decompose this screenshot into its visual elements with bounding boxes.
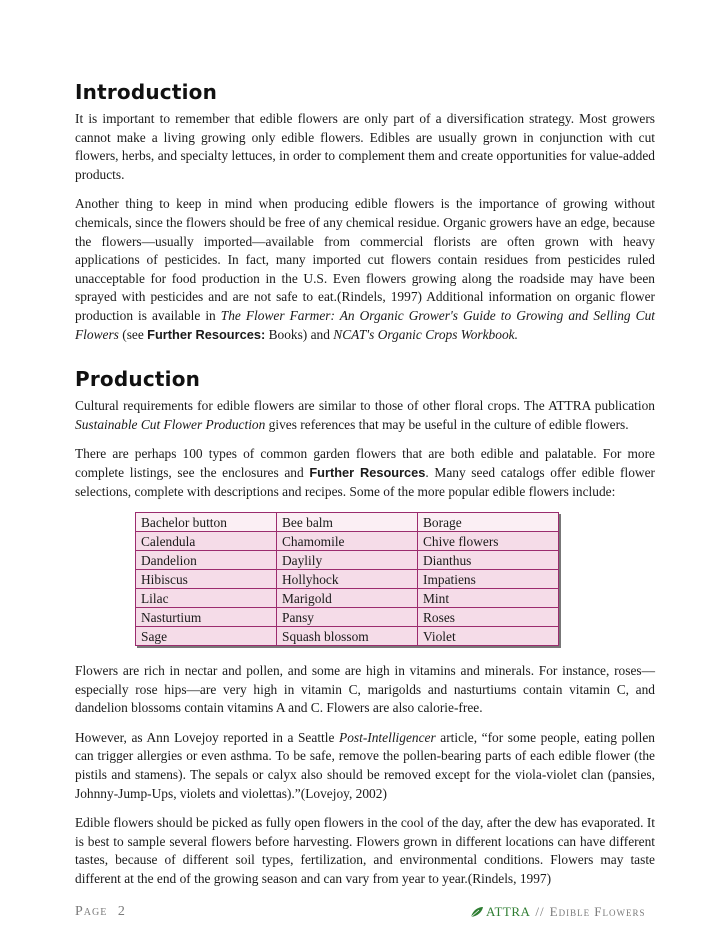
table-row [136, 570, 559, 589]
document-page [75, 80, 655, 900]
intro-p2-text-b: (see [118, 326, 148, 342]
table-row [136, 627, 559, 646]
table-row [136, 589, 559, 608]
prod-p2-text-b: . Many seed catalogs offer edible flower selections, complete with descriptions and recipes. Some of the more popular edible flowers include: [75, 464, 656, 499]
table-row [136, 608, 559, 627]
table-cell: Violet [418, 627, 559, 646]
table-row [136, 513, 559, 532]
publication-title: Sustainable Cut Flower Production [75, 416, 266, 432]
prod-p4-text-b: article, “for some people, eating pollen can trigger allergies or even asthma. To be safe, remove the pollen-bearing parts of each edible flower (the pistils and stamens). The sepals or calyx also should be removed except for the viola-violet clan (pansies, Johnny-Jump-Ups, violets and violettas).”(Lovejoy, 2002) [75, 729, 656, 801]
brand-footer [470, 904, 646, 920]
table-cell: Dandelion [136, 551, 277, 570]
table-cell: Borage [418, 513, 559, 532]
table-cell: Hollyhock [277, 570, 418, 589]
table-cell: Squash blossom [277, 627, 418, 646]
intro-p2-text-c: Books) and [265, 326, 334, 342]
table-cell: Chamomile [277, 532, 418, 551]
production-paragraph-4 [75, 729, 655, 803]
prod-p4-text-a: However, as Ann Lovejoy reported in a Seattle [75, 729, 340, 745]
leaf-icon [470, 906, 484, 918]
table-cell: Bachelor button [136, 513, 277, 532]
intro-paragraph-2 [75, 195, 655, 344]
attra-logo: ATTRA [486, 904, 531, 919]
table-cell: Sage [136, 627, 277, 646]
intro-paragraph-1: It is important to remember that edible flowers are only part of a diversification strategy. Most growers cannot make a living growing only edible flowers. Edibles are usually grown in conjunction with cut flowers, herbs, and specialty lettuces, in order to complement them and create opportunities for value-added products. [75, 111, 655, 182]
page-number-footer [75, 904, 126, 920]
production-paragraph-3: Flowers are rich in nectar and pollen, and some are high in vitamins and minerals. For instance, roses—especially rose hips—are very high in vitamin C, marigolds and nasturtiums contain vitamin C, and dandelion blossoms contain vitamins A and C. Flowers are also calorie-free. [75, 663, 655, 716]
newspaper-title: Post-Intelligencer [339, 729, 436, 745]
table-cell: Mint [418, 589, 559, 608]
production-paragraph-5: Edible flowers should be picked as fully open flowers in the cool of the day, after the dew has evaporated. It is best to sample several flowers before harvesting. Flowers grown in different locations can have different tastes, because of different soil types, fertilization, and environmental conditions. Flowers may taste different at the end of the growing season and can vary from year to year.(Rindels, 1997) [75, 815, 655, 887]
table-cell: Impatiens [418, 570, 559, 589]
production-paragraph-1 [75, 397, 655, 434]
further-resources-ref: Further Resources: [147, 326, 266, 342]
edible-flowers-table [135, 512, 559, 646]
table-cell: Bee balm [277, 513, 418, 532]
intro-p2-text-a: Another thing to keep in mind when producing edible flowers is the importance of growing without chemicals, since the flowers should be free of any chemical residue. Organic growers have an edge, because the flowers—usually imported—available from commercial florists are often grown with heavy applications of pesticides. In fact, many imported cut flowers contain residues from pesticides ruled unacceptable for food production in the U.S. Even flowers growing along the roadside may have been sprayed with pesticides and are not safe to eat.(Rindels, 1997) Additional information on organic flower production is available in [75, 196, 655, 323]
table-cell: Nasturtium [136, 608, 277, 627]
book-title-ncat-workbook: NCAT's Organic Crops Workbook. [333, 326, 518, 342]
document-title: Edible Flowers [549, 904, 646, 919]
book-title-flower-farmer: The Flower Farmer: An Organic Grower's Guide to Growing and Selling Cut Flowers [75, 307, 655, 342]
production-paragraph-2 [75, 445, 655, 501]
production-heading: Production [75, 367, 201, 392]
table-cell: Pansy [277, 608, 418, 627]
table-row [136, 532, 559, 551]
table-cell: Lilac [136, 589, 277, 608]
prod-p1-text-b: gives references that may be useful in the culture of edible flowers. [265, 416, 629, 432]
footer-separator: // [535, 904, 545, 919]
table-row [136, 551, 559, 570]
table-cell: Daylily [277, 551, 418, 570]
table-cell: Calendula [136, 532, 277, 551]
table-cell: Dianthus [418, 551, 559, 570]
table-cell: Hibiscus [136, 570, 277, 589]
prod-p2-text-a: There are perhaps 100 types of common garden flowers that are both edible and palatable. For more complete listings, see the enclosures and [75, 446, 655, 480]
page-number: 2 [117, 904, 126, 919]
table-cell: Marigold [277, 589, 418, 608]
table-cell: Chive flowers [418, 532, 559, 551]
introduction-heading: Introduction [75, 80, 218, 104]
table-cell: Roses [418, 608, 559, 627]
further-resources-ref-2: Further Resources [309, 464, 426, 480]
page-label: Page [75, 904, 108, 919]
prod-p1-text-a: Cultural requirements for edible flowers are similar to those of other floral crops. The ATTRA publication [75, 398, 655, 414]
